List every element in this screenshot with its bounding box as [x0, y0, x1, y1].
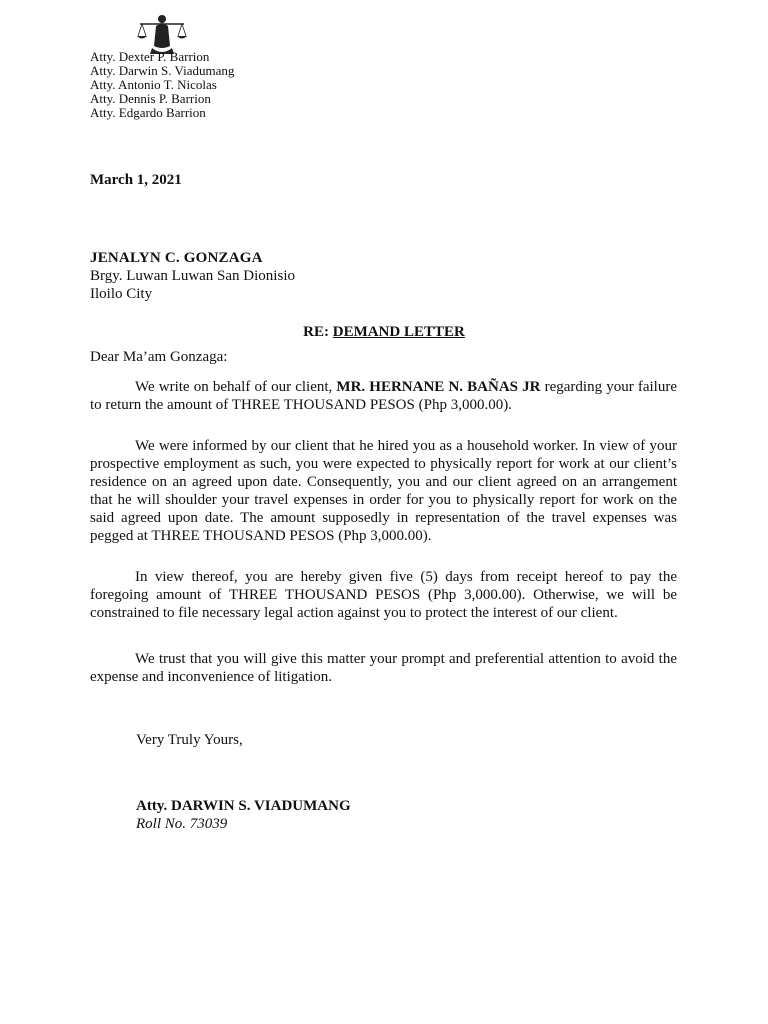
attorney-name: Atty. Darwin S. Viadumang — [90, 63, 235, 78]
paragraph-text: We write on behalf of our client, — [135, 379, 337, 395]
salutation: Dear Ma’am Gonzaga: — [90, 349, 228, 365]
addressee-name: JENALYN C. GONZAGA — [90, 250, 263, 266]
paragraph-4 — [90, 650, 677, 686]
paragraph-text: regarding your failure to return the amount of THREE THOUSAND PESOS (Php 3,000.00). — [90, 379, 677, 413]
roll-number: Roll No. 73039 — [136, 816, 228, 832]
paragraph-text: We were informed by our client that he hired you as a household worker. In view of your prospective employment as such, you were expected to physically report for work at our client’s residence on an agreed upon date. Consequently, you and our client agreed on an arrangement that he will shoulder your travel expenses in order for you to physically report for work on the said agreed upon date. The amount supposedly in representation of the travel expenses was pegged at THREE THOUSAND PESOS (Php 3,000.00). — [90, 438, 677, 544]
attorney-name: Atty. Dexter P. Barrion — [90, 49, 210, 64]
addressee-address-line: Brgy. Luwan Luwan San Dionisio — [90, 268, 295, 284]
paragraph-2 — [90, 437, 677, 545]
attorney-name: Atty. Antonio T. Nicolas — [90, 77, 217, 92]
paragraph-text: We trust that you will give this matter your prompt and preferential attention to avoid the expense and inconvenience of litigation. — [90, 651, 677, 685]
subject-line — [0, 324, 768, 341]
complimentary-close: Very Truly Yours, — [136, 732, 243, 748]
signatory-name: Atty. DARWIN S. VIADUMANG — [136, 798, 351, 814]
paragraph-3 — [90, 568, 677, 622]
addressee-block — [90, 249, 295, 303]
signature-block — [136, 797, 351, 833]
attorney-name: Atty. Edgardo Barrion — [90, 105, 206, 120]
paragraph-1 — [90, 378, 677, 414]
client-name: MR. HERNANE N. BAÑAS JR — [336, 379, 541, 395]
letter-date: March 1, 2021 — [90, 172, 182, 188]
paragraph-text: In view thereof, you are hereby given five (5) days from receipt hereof to pay the foregoing amount of THREE THOUSAND PESOS (Php 3,000.00). Otherwise, we will be constrained to file necessary legal action against you to protect the interest of our client. — [90, 569, 677, 621]
attorney-name: Atty. Dennis P. Barrion — [90, 91, 211, 106]
subject-prefix: RE: — [303, 324, 329, 340]
attorney-list — [90, 50, 234, 120]
subject-title: DEMAND LETTER — [332, 324, 465, 340]
addressee-address-line: Iloilo City — [90, 286, 153, 302]
